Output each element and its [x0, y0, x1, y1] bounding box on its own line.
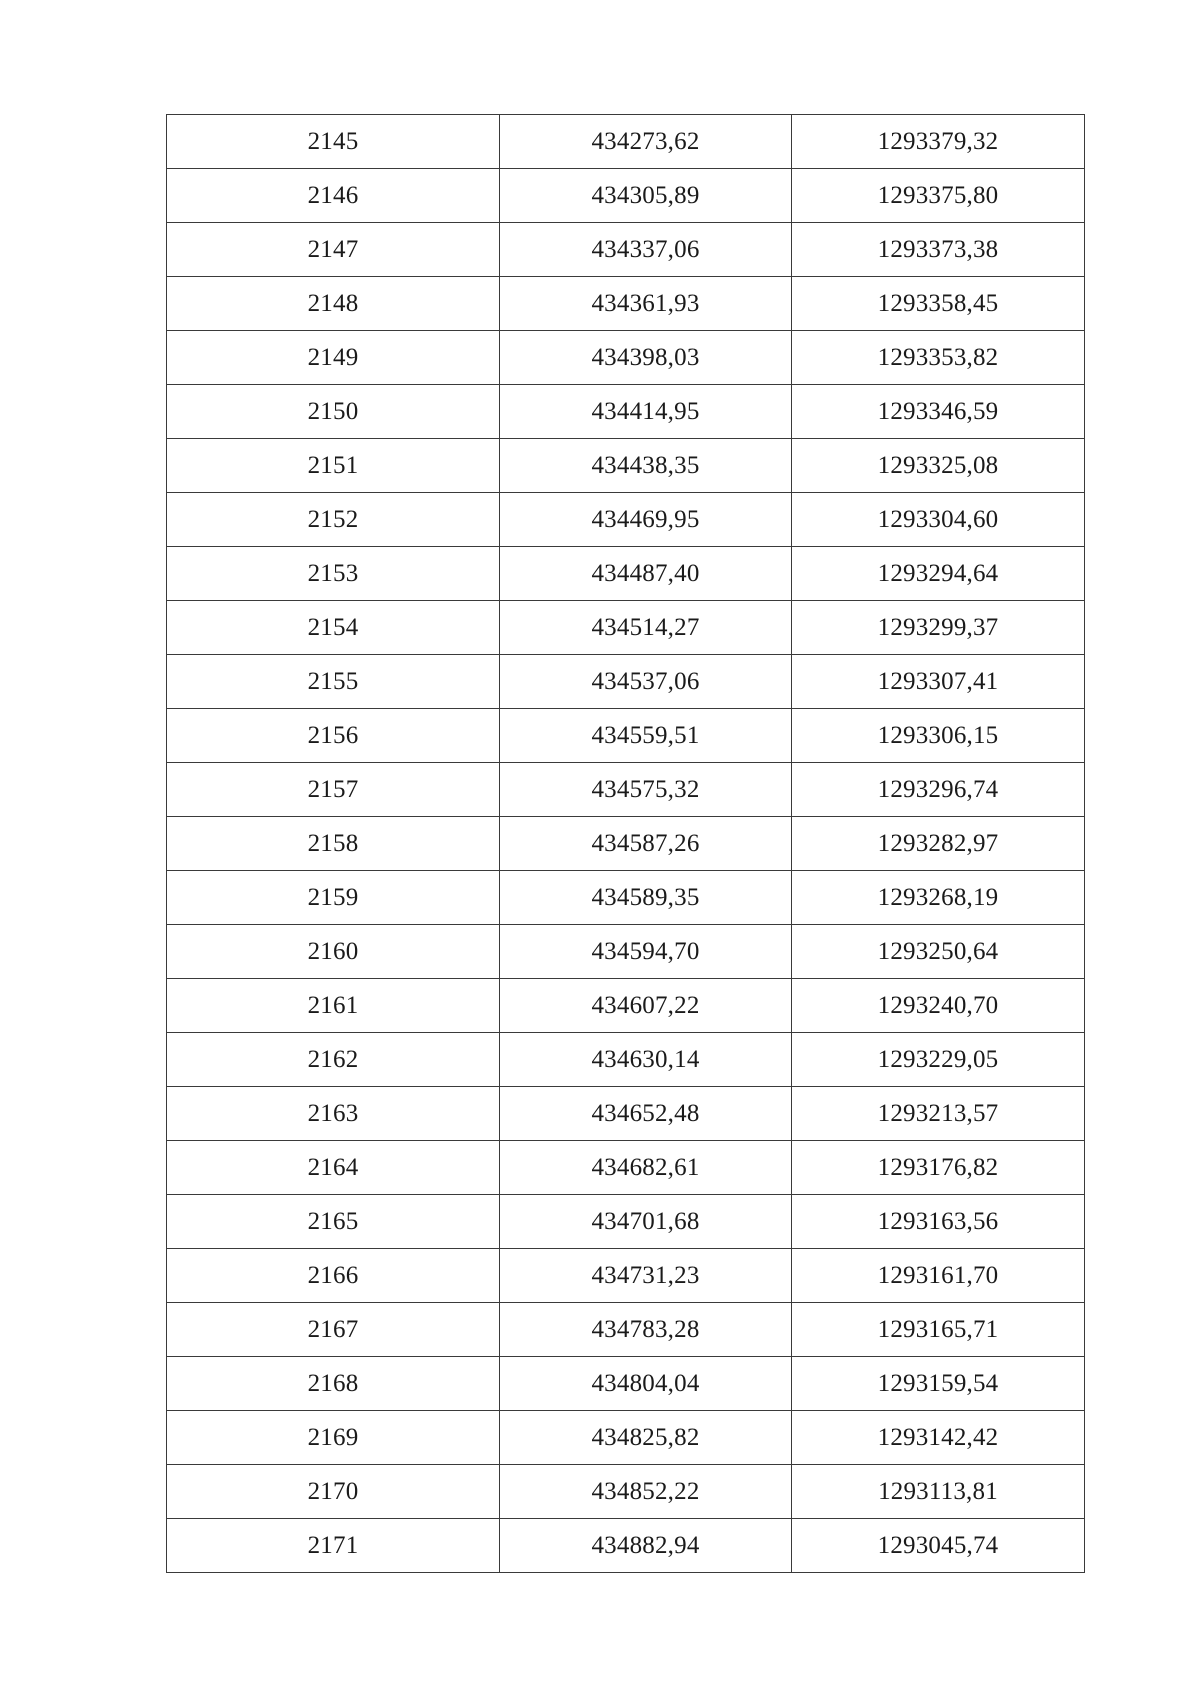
x-coordinate-cell: 434575,32: [500, 763, 792, 817]
point-number-cell: 2149: [167, 331, 500, 385]
x-coordinate-cell: 434559,51: [500, 709, 792, 763]
point-number-cell: 2164: [167, 1141, 500, 1195]
x-coordinate-cell: 434398,03: [500, 331, 792, 385]
y-coordinate-cell: 1293165,71: [792, 1303, 1085, 1357]
point-number-cell: 2153: [167, 547, 500, 601]
y-coordinate-cell: 1293325,08: [792, 439, 1085, 493]
point-number-cell: 2167: [167, 1303, 500, 1357]
x-coordinate-cell: 434587,26: [500, 817, 792, 871]
point-number-cell: 2162: [167, 1033, 500, 1087]
y-coordinate-cell: 1293113,81: [792, 1465, 1085, 1519]
y-coordinate-cell: 1293307,41: [792, 655, 1085, 709]
y-coordinate-cell: 1293373,38: [792, 223, 1085, 277]
x-coordinate-cell: 434731,23: [500, 1249, 792, 1303]
y-coordinate-cell: 1293379,32: [792, 115, 1085, 169]
x-coordinate-cell: 434701,68: [500, 1195, 792, 1249]
point-number-cell: 2156: [167, 709, 500, 763]
table-row: [167, 1303, 1085, 1357]
y-coordinate-cell: 1293358,45: [792, 277, 1085, 331]
point-number-cell: 2158: [167, 817, 500, 871]
x-coordinate-cell: 434652,48: [500, 1087, 792, 1141]
point-number-cell: 2151: [167, 439, 500, 493]
point-number-cell: 2161: [167, 979, 500, 1033]
point-number-cell: 2166: [167, 1249, 500, 1303]
point-number-cell: 2148: [167, 277, 500, 331]
y-coordinate-cell: 1293306,15: [792, 709, 1085, 763]
point-number-cell: 2168: [167, 1357, 500, 1411]
x-coordinate-cell: 434607,22: [500, 979, 792, 1033]
point-number-cell: 2159: [167, 871, 500, 925]
y-coordinate-cell: 1293229,05: [792, 1033, 1085, 1087]
table-row: [167, 925, 1085, 979]
table-row: [167, 1519, 1085, 1573]
y-coordinate-cell: 1293294,64: [792, 547, 1085, 601]
table-row: [167, 1033, 1085, 1087]
table-row: [167, 1195, 1085, 1249]
point-number-cell: 2169: [167, 1411, 500, 1465]
table-row: [167, 655, 1085, 709]
point-number-cell: 2146: [167, 169, 500, 223]
y-coordinate-cell: 1293240,70: [792, 979, 1085, 1033]
coordinates-table: [166, 114, 1085, 1573]
table-row: [167, 115, 1085, 169]
x-coordinate-cell: 434589,35: [500, 871, 792, 925]
point-number-cell: 2170: [167, 1465, 500, 1519]
x-coordinate-cell: 434414,95: [500, 385, 792, 439]
table-row: [167, 169, 1085, 223]
x-coordinate-cell: 434438,35: [500, 439, 792, 493]
table-row: [167, 871, 1085, 925]
x-coordinate-cell: 434594,70: [500, 925, 792, 979]
x-coordinate-cell: 434305,89: [500, 169, 792, 223]
y-coordinate-cell: 1293250,64: [792, 925, 1085, 979]
y-coordinate-cell: 1293375,80: [792, 169, 1085, 223]
table-row: [167, 1411, 1085, 1465]
y-coordinate-cell: 1293282,97: [792, 817, 1085, 871]
y-coordinate-cell: 1293159,54: [792, 1357, 1085, 1411]
point-number-cell: 2163: [167, 1087, 500, 1141]
x-coordinate-cell: 434273,62: [500, 115, 792, 169]
y-coordinate-cell: 1293299,37: [792, 601, 1085, 655]
x-coordinate-cell: 434537,06: [500, 655, 792, 709]
y-coordinate-cell: 1293163,56: [792, 1195, 1085, 1249]
x-coordinate-cell: 434882,94: [500, 1519, 792, 1573]
table-row: [167, 1141, 1085, 1195]
x-coordinate-cell: 434682,61: [500, 1141, 792, 1195]
table-row: [167, 1249, 1085, 1303]
table-row: [167, 385, 1085, 439]
x-coordinate-cell: 434337,06: [500, 223, 792, 277]
point-number-cell: 2145: [167, 115, 500, 169]
y-coordinate-cell: 1293296,74: [792, 763, 1085, 817]
point-number-cell: 2157: [167, 763, 500, 817]
x-coordinate-cell: 434630,14: [500, 1033, 792, 1087]
x-coordinate-cell: 434469,95: [500, 493, 792, 547]
x-coordinate-cell: 434825,82: [500, 1411, 792, 1465]
table-row: [167, 1465, 1085, 1519]
point-number-cell: 2160: [167, 925, 500, 979]
y-coordinate-cell: 1293304,60: [792, 493, 1085, 547]
table-row: [167, 223, 1085, 277]
table-row: [167, 763, 1085, 817]
y-coordinate-cell: 1293045,74: [792, 1519, 1085, 1573]
point-number-cell: 2150: [167, 385, 500, 439]
table-row: [167, 277, 1085, 331]
table-row: [167, 547, 1085, 601]
table-row: [167, 1087, 1085, 1141]
x-coordinate-cell: 434804,04: [500, 1357, 792, 1411]
table-row: [167, 601, 1085, 655]
y-coordinate-cell: 1293142,42: [792, 1411, 1085, 1465]
table-row: [167, 979, 1085, 1033]
point-number-cell: 2171: [167, 1519, 500, 1573]
point-number-cell: 2154: [167, 601, 500, 655]
table-row: [167, 1357, 1085, 1411]
y-coordinate-cell: 1293346,59: [792, 385, 1085, 439]
y-coordinate-cell: 1293213,57: [792, 1087, 1085, 1141]
table-row: [167, 709, 1085, 763]
table-row: [167, 439, 1085, 493]
point-number-cell: 2155: [167, 655, 500, 709]
table-row: [167, 493, 1085, 547]
coordinates-table-body: [167, 115, 1085, 1573]
y-coordinate-cell: 1293268,19: [792, 871, 1085, 925]
x-coordinate-cell: 434514,27: [500, 601, 792, 655]
x-coordinate-cell: 434783,28: [500, 1303, 792, 1357]
point-number-cell: 2165: [167, 1195, 500, 1249]
table-row: [167, 817, 1085, 871]
x-coordinate-cell: 434361,93: [500, 277, 792, 331]
point-number-cell: 2152: [167, 493, 500, 547]
y-coordinate-cell: 1293176,82: [792, 1141, 1085, 1195]
x-coordinate-cell: 434487,40: [500, 547, 792, 601]
x-coordinate-cell: 434852,22: [500, 1465, 792, 1519]
y-coordinate-cell: 1293161,70: [792, 1249, 1085, 1303]
table-row: [167, 331, 1085, 385]
y-coordinate-cell: 1293353,82: [792, 331, 1085, 385]
point-number-cell: 2147: [167, 223, 500, 277]
